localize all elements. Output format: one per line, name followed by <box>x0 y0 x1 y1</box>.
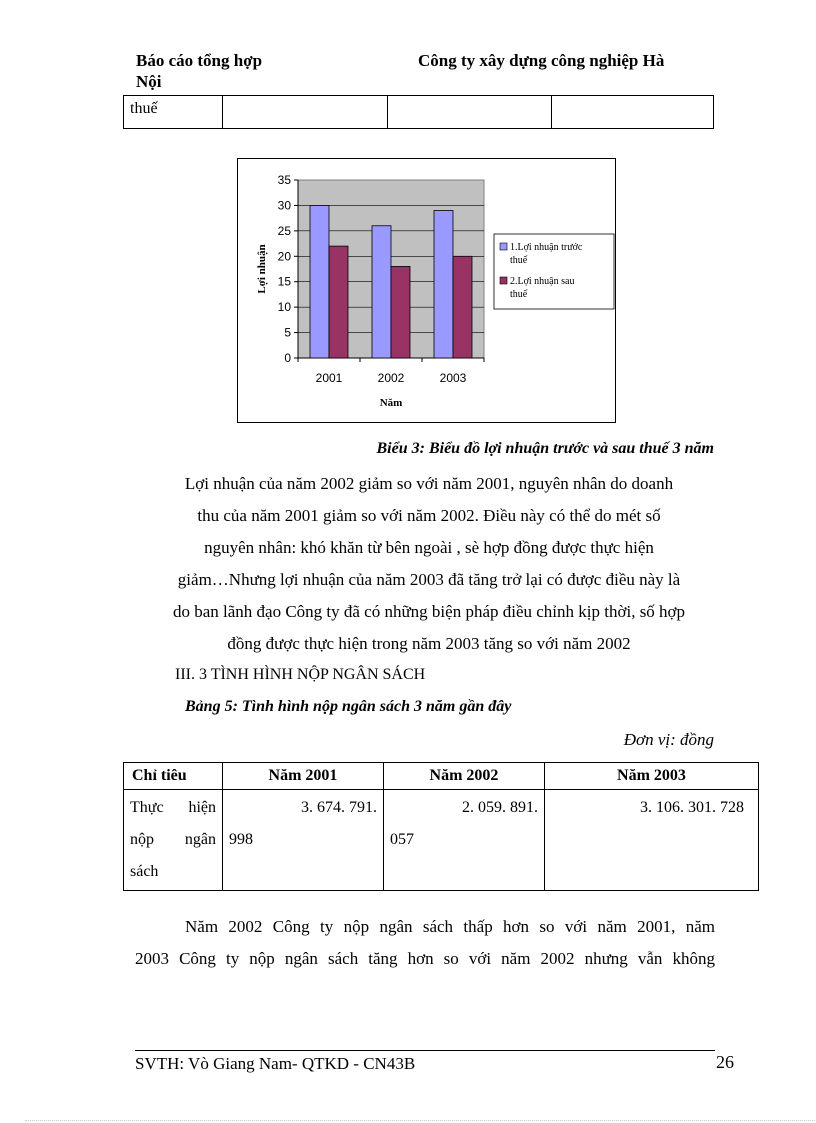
table-cell <box>552 96 714 129</box>
row-label-line: Thực hiện <box>130 799 216 816</box>
value-line: 2. 059. 891. <box>462 799 538 816</box>
bar-2001-series-1 <box>310 205 329 358</box>
header-cell: Chỉ tiêu <box>124 763 223 790</box>
bar-2001-series-2 <box>329 246 348 358</box>
paragraph-line: đồng được thực hiện trong năm 2003 tăng so với năm 2002 <box>227 634 631 653</box>
y-tick-label: 5 <box>284 325 291 340</box>
paragraph-line: do ban lãnh đạo Công ty đã có những biện pháp điều chỉnh kịp thời, số hợp <box>172 602 686 621</box>
footer-author: SVTH: Vò Giang Nam- QTKD - CN43B <box>135 1054 416 1073</box>
table-cell <box>388 96 552 129</box>
y-tick-label: 35 <box>277 173 291 187</box>
value-cell-2002 <box>384 790 545 891</box>
page-edge-dots <box>25 1120 815 1121</box>
bar-2003-series-2 <box>453 256 472 358</box>
header-cell: Năm 2002 <box>384 763 545 790</box>
chart-caption: Biểu 3: Biểu đồ lợi nhuận trước và sau thuế 3 năm <box>376 440 714 457</box>
header-cell: Năm 2001 <box>223 763 384 790</box>
profit-chart <box>237 158 616 423</box>
y-tick-label: 25 <box>277 223 291 238</box>
table-cell: thuế <box>124 96 223 129</box>
y-tick-label: 20 <box>277 249 291 264</box>
row-label-line: sách <box>130 863 159 880</box>
paragraph-line: giảm…Nhưng lợi nhuận của năm 2003 đã tăng trở lại có được điều này là <box>177 570 681 589</box>
section-heading: III. 3 TÌNH HÌNH NỘP NGÂN SÁCH <box>175 666 426 683</box>
legend-label: thuế <box>510 255 528 266</box>
bar-2003-series-1 <box>434 211 453 358</box>
legend-label: thuế <box>510 289 528 300</box>
table-row <box>124 96 714 129</box>
paragraph-profit-analysis <box>135 468 723 660</box>
row-label-cell <box>124 790 223 891</box>
value-line: 057 <box>390 831 414 848</box>
chart-svg <box>238 159 615 422</box>
value-line: 998 <box>229 831 253 848</box>
y-tick-label: 15 <box>277 274 291 289</box>
paragraph-line: Năm 2002 Công ty nộp ngân sách thấp hơn so với năm 2001, năm <box>185 917 715 936</box>
header-left-line2: Nội <box>136 72 162 91</box>
header-cell: Năm 2003 <box>545 763 759 790</box>
table-caption: Bảng 5: Tình hình nộp ngân sách 3 năm gần đây <box>185 698 512 715</box>
legend-label: 1.Lợi nhuận trước <box>510 242 583 253</box>
header-left-line1: Báo cáo tổng hợp <box>136 51 263 70</box>
unit-label: Đơn vị: đồng <box>623 730 714 749</box>
footer-divider <box>135 1050 715 1051</box>
x-tick-label: 2001 <box>315 371 343 385</box>
x-axis-title: Năm <box>379 397 403 409</box>
budget-table <box>123 762 759 891</box>
legend-label: 2.Lợi nhuận sau <box>510 276 575 287</box>
bar-2002-series-1 <box>372 226 391 358</box>
table-cell <box>223 96 388 129</box>
legend-swatch <box>500 243 507 250</box>
header-left <box>136 50 262 92</box>
value-cell-2003 <box>545 790 759 891</box>
y-tick-label: 10 <box>277 300 291 315</box>
x-tick-label: 2003 <box>439 371 467 385</box>
top-table-fragment <box>123 95 714 129</box>
paragraph-line: thu của năm 2001 giảm so với năm 2002. Điều này có thể do mét số <box>197 506 661 525</box>
x-tick-label: 2002 <box>377 371 405 385</box>
paragraph-line: 2003 Công ty nộp ngân sách tăng hơn so với năm 2002 nhưng vẫn không <box>135 949 715 968</box>
paragraph-budget-analysis <box>135 911 715 975</box>
y-tick-label: 30 <box>277 198 291 213</box>
y-tick-label: 0 <box>284 351 291 365</box>
row-label-line: nộp ngân <box>130 831 216 848</box>
table-row <box>124 790 759 891</box>
legend-swatch <box>500 277 507 284</box>
table-header-row <box>124 763 759 790</box>
header-right: Công ty xây dựng công nghiệp Hà <box>418 51 665 70</box>
paragraph-line: nguyên nhân: khó khăn từ bên ngoài , sè hợp đồng được thực hiện <box>204 538 654 557</box>
paragraph-line: Lợi nhuận của năm 2002 giảm so với năm 2001, nguyên nhân do doanh <box>184 474 674 493</box>
value-cell-2001 <box>223 790 384 891</box>
page-number: 26 <box>716 1052 734 1072</box>
y-axis-title: Lợi nhuận <box>256 244 268 294</box>
bar-2002-series-2 <box>391 266 410 358</box>
value-line: 3. 106. 301. 728 <box>640 799 744 816</box>
value-line: 3. 674. 791. <box>301 799 377 816</box>
